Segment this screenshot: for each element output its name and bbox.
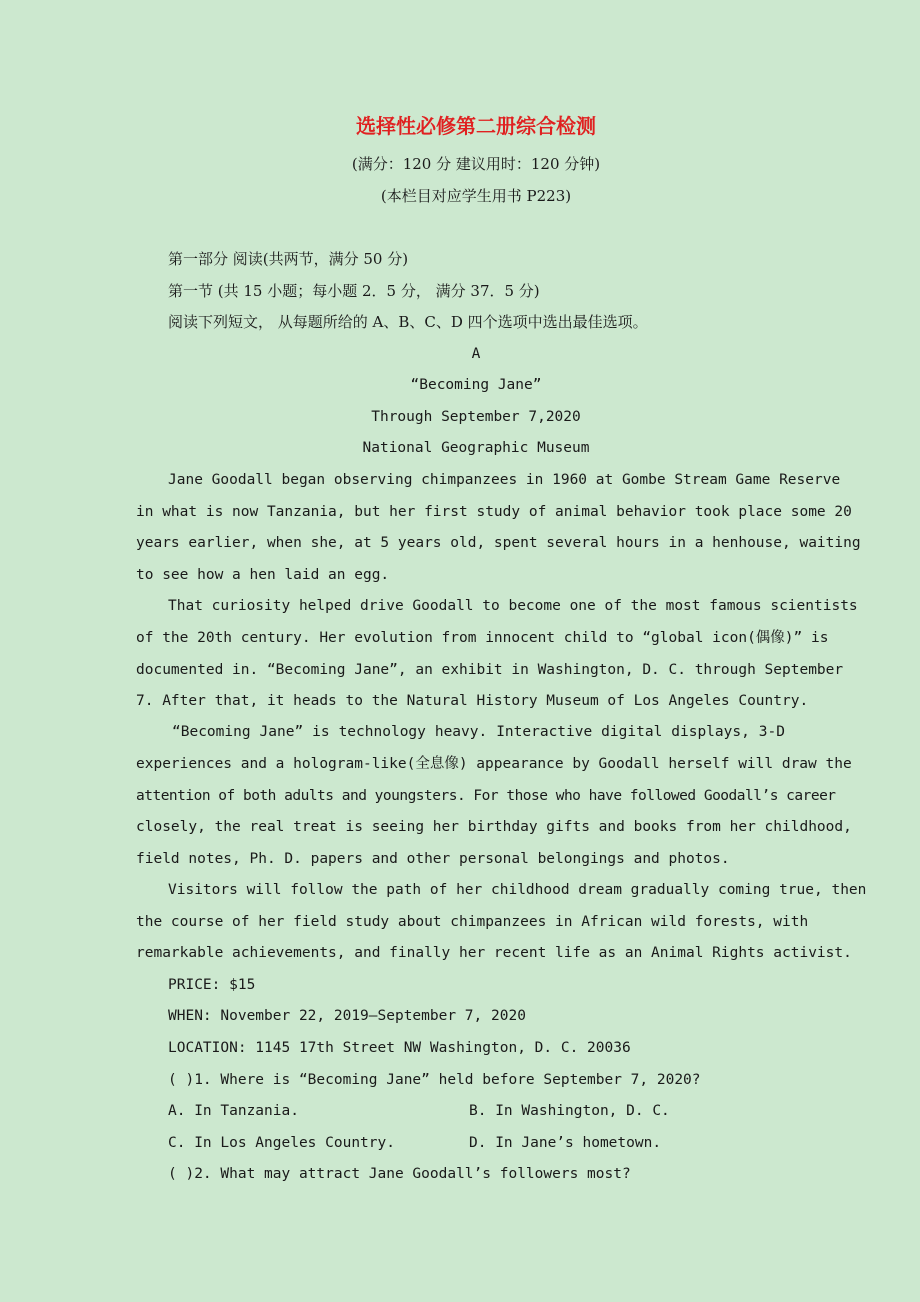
document-title: 选择性必修第二册综合检测 [356,114,596,138]
paragraph-1-line-4: to see how a hen laid an egg. [136,567,390,583]
section-title: 第一节 (共 15 小题；每小题 2．5 分， 满分 37．5 分) [168,282,540,300]
question-1-option-d: D. In Jane’s hometown. [469,1135,662,1151]
passage-label: A [471,346,481,362]
instruction: 阅读下列短文， 从每题所给的 A、B、C、D 四个选项中选出最佳选项。 [168,313,648,331]
price-info: PRICE: $15 [168,977,256,993]
paragraph-1-line-1: Jane Goodall began observing chimpanzees in 1960 at Gombe Stream Game Reserve [168,472,841,488]
part-title: 第一部分 阅读(共两节，满分 50 分) [168,250,409,268]
passage-heading-venue: National Geographic Museum [362,440,590,456]
paragraph-4-line-1: Visitors will follow the path of her childhood dream gradually coming true, then [168,882,867,898]
question-1-option-b: B. In Washington, D. C. [469,1103,670,1119]
paragraph-2-line-4: 7. After that, it heads to the Natural History Museum of Los Angeles Country. [136,693,809,709]
paragraph-2-line-2: of the 20th century. Her evolution from innocent child to “global icon(偶像)” is [136,630,829,646]
paragraph-3-line-3: attention of both adults and youngsters. For those who have followed Goodall’s career [136,788,836,804]
paragraph-4-line-3: remarkable achievements, and finally her recent life as an Animal Rights activist. [136,945,852,961]
paragraph-2-line-1: That curiosity helped drive Goodall to become one of the most famous scientists [168,598,858,614]
question-2: ( )2. What may attract Jane Goodall’s followers most? [168,1166,631,1182]
paragraph-2-line-3: documented in. “Becoming Jane”, an exhibit in Washington, D. C. through September [136,662,844,678]
question-1-option-c: C. In Los Angeles Country. [168,1135,395,1151]
passage-heading-title: “Becoming Jane” [410,377,542,393]
paragraph-3-line-5: field notes, Ph. D. papers and other personal belongings and photos. [136,851,730,867]
paragraph-3-line-2: experiences and a hologram-like(全息像) appearance by Goodall herself will draw the [136,756,852,772]
location-info: LOCATION: 1145 17th Street NW Washington, D. C. 20036 [168,1040,631,1056]
paragraph-3-line-4: closely, the real treat is seeing her birthday gifts and books from her childhood, [136,819,852,835]
question-1: ( )1. Where is “Becoming Jane” held before September 7, 2020? [168,1072,701,1088]
paragraph-4-line-2: the course of her field study about chimpanzees in African wild forests, with [136,914,809,930]
question-1-option-a: A. In Tanzania. [168,1103,299,1119]
paragraph-3-line-1: “Becoming Jane” is technology heavy. Interactive digital displays, 3-D [172,724,785,740]
paragraph-1-line-2: in what is now Tanzania, but her first study of animal behavior took place some 20 [136,504,852,520]
passage-heading-date: Through September 7,2020 [371,409,581,425]
when-info: WHEN: November 22, 2019—September 7, 2020 [168,1008,526,1024]
score-time-info: (满分：120 分 建议用时：120 分钟) [351,155,601,173]
paragraph-1-line-3: years earlier, when she, at 5 years old, spent several hours in a henhouse, waiting [136,535,861,551]
reference-note: (本栏目对应学生用书 P223) [380,187,572,205]
